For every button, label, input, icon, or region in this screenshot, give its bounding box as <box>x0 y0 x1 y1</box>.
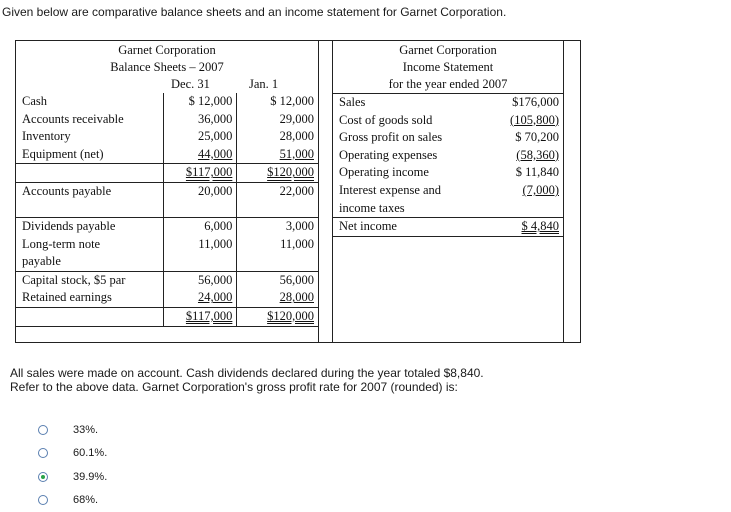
table-row: Capital stock, $5 par 56,000 56,000 <box>16 271 318 290</box>
option-68[interactable] <box>38 489 107 512</box>
table-row: Dividends payable 6,000 3,000 <box>16 217 318 236</box>
table-row: $117,000 $120,000 <box>16 307 318 327</box>
table-row: Inventory 25,000 28,000 <box>16 128 318 146</box>
table-row: payable <box>16 253 318 271</box>
spacer-cell <box>564 41 581 343</box>
income-period: for the year ended 2007 <box>333 76 563 93</box>
table-row: Interest expense and (7,000) <box>333 182 563 200</box>
income-statement-cell <box>333 41 564 343</box>
answer-options <box>38 418 107 512</box>
radio-button[interactable] <box>38 495 48 505</box>
option-label: 39.9%. <box>73 471 107 483</box>
balance-title: Balance Sheets – 2007 <box>16 59 318 76</box>
radio-button[interactable] <box>38 448 48 458</box>
income-company: Garnet Corporation <box>333 42 563 59</box>
option-label: 33%. <box>73 424 98 436</box>
col-dec31: Dec. 31 <box>171 76 210 93</box>
table-row: Cost of goods sold (105,800) <box>333 112 563 130</box>
table-row: Accounts payable 20,000 22,000 <box>16 182 318 217</box>
table-row: $117,000 $120,000 <box>16 163 318 182</box>
intro-text: Given below are comparative balance sheets and an income statement for Garnet Corporation. <box>2 5 506 19</box>
radio-button[interactable] <box>38 425 48 435</box>
spacer-cell <box>319 41 333 343</box>
table-row: Net income $ 4,840 <box>333 217 563 237</box>
question-text: All sales were made on account. Cash dividends declared during the year totaled $8,840. Refer to the above data. Garnet Corporation's gross profit rate for 2007 (rounded) is: <box>10 366 484 394</box>
option-label: 60.1%. <box>73 447 107 459</box>
option-label: 68%. <box>73 494 98 506</box>
balance-sheet-cell <box>16 41 319 343</box>
col-jan1: Jan. 1 <box>249 76 278 93</box>
table-row: Retained earnings 24,000 28,000 <box>16 289 318 307</box>
table-row: Equipment (net) 44,000 51,000 <box>16 146 318 164</box>
radio-button-selected[interactable] <box>38 472 48 482</box>
table-row: Operating income $ 11,840 <box>333 164 563 182</box>
table-row: Long-term note 11,000 11,000 <box>16 236 318 254</box>
option-39-9[interactable] <box>38 465 107 489</box>
balance-company: Garnet Corporation <box>16 42 318 59</box>
income-rows <box>333 93 563 237</box>
table-row: Operating expenses (58,360) <box>333 147 563 165</box>
table-row: Gross profit on sales $ 70,200 <box>333 129 563 147</box>
table-row: Cash $ 12,000 $ 12,000 <box>16 93 318 111</box>
option-33[interactable] <box>38 418 107 442</box>
balance-rows <box>16 93 318 327</box>
table-row: Sales $176,000 <box>333 93 563 112</box>
table-row: income taxes <box>333 200 563 218</box>
option-60-1[interactable] <box>38 442 107 466</box>
income-title: Income Statement <box>333 59 563 76</box>
table-row: Accounts receivable 36,000 29,000 <box>16 111 318 129</box>
financial-statements-table <box>15 40 580 343</box>
